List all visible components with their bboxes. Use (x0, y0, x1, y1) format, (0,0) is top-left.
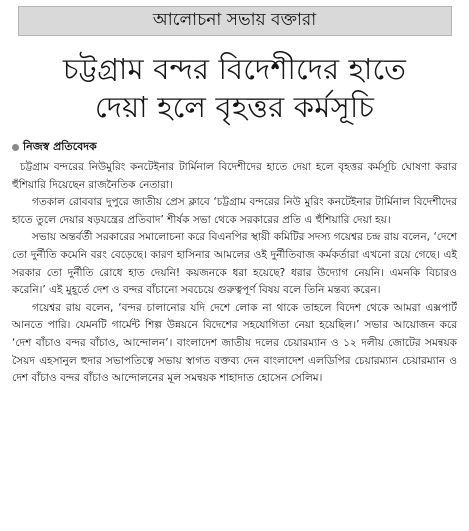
article-body (12, 159, 457, 388)
paragraph-2: গতকাল রোববার দুপুরে জাতীয় প্রেস ক্লাবে ‘চট্টগ্রাম বন্দরের নিউ মুরিং কনটেইনার টার্মিনাল বিদেশীদের হাতে তুলে দেয়ার ষড়যন্ত্রের প্রতিবাদ’ শীর্ষক সভা থেকে সরকারের প্রতি এ হুঁশিয়ারি দেয়া হয়। (12, 196, 457, 226)
headline (12, 50, 457, 126)
paragraph-4: গয়েশ্বর রায় বলেন, ‘বন্দর চালানোর যদি দেশে লোক না থাকে তাহলে বিদেশ থেকে আমরা এক্সপার্ট আনতে পারি। যেমনটি গার্মেন্ট শিল্প উন্নয়নে বিদেশের সহযোগিতা নেয়া হয়েছিল।’ সভার আয়োজন করে ‘দেশ বাঁচাও বন্দর বাঁচাও, আন্দোলন’। বাংলাদেশ জাতীয় দলের চেয়ারম্যান ও ১২ দলীয় জোটের সমন্বয়ক সৈয়দ এহসানুল হুদার সভাপতিত্বে সভায় স্বাগত বক্তব্য দেন বাংলাদেশ এলডিপির চেয়ারম্যান চেয়ারম্যান ও দেশ বাঁচাও বন্দর বাঁচাও আন্দোলনের মূল সমন্বয়ক শাহাদাত হোসেন সেলিম। (12, 301, 457, 385)
headline-line-1: চট্টগ্রাম বন্দর বিদেশীদের হাতে (62, 52, 407, 86)
kicker-text: আলোচনা সভায় বক্তারা (152, 10, 317, 30)
kicker-banner (18, 6, 452, 36)
byline (12, 138, 457, 157)
paragraph-3: সভায় অন্তর্বর্তী সরকারের সমালোচনা করে বিএনপির স্থায়ী কমিটির সদস্য গয়েশ্বর চন্দ্র রায় বলেন, ‘দেশে তো দুর্নীতি কমেনি বরং বেড়েছে। কারণ হাসিনার আমলের ওই দুর্নীতিবাজ কর্মকর্তারা এখনো রয়ে গেছে। এই সরকার তো দুর্নীতি রোধে হাত দেয়নি! কয়জনকে ধরা হয়েছে? ধরার উদ্যোগ নেয়নি। এমনকি বিচারও করেনি।’ এই মুহূর্তে দেশ ও বন্দর বাঁচানো সবচেয়ে গুরুত্বপূর্ণ বিষয় বলে তিনি মন্তব্য করেন। (12, 231, 457, 297)
byline-text: নিজস্ব প্রতিবেদক (23, 140, 97, 153)
bullet-icon (12, 144, 19, 151)
headline-line-2: দেয়া হলে বৃহত্তর কর্মসূচি (94, 90, 375, 124)
paragraph-1: চট্টগ্রাম বন্দরের নিউমুরিং কনটেইনার টার্মিনাল বিদেশীদের হাতে দেয়া হলে বৃহত্তর কর্মসূচি ঘোষণা করার হুঁশিয়ারি দিয়েছেন রাজনৈতিক নেতারা। (12, 161, 457, 191)
